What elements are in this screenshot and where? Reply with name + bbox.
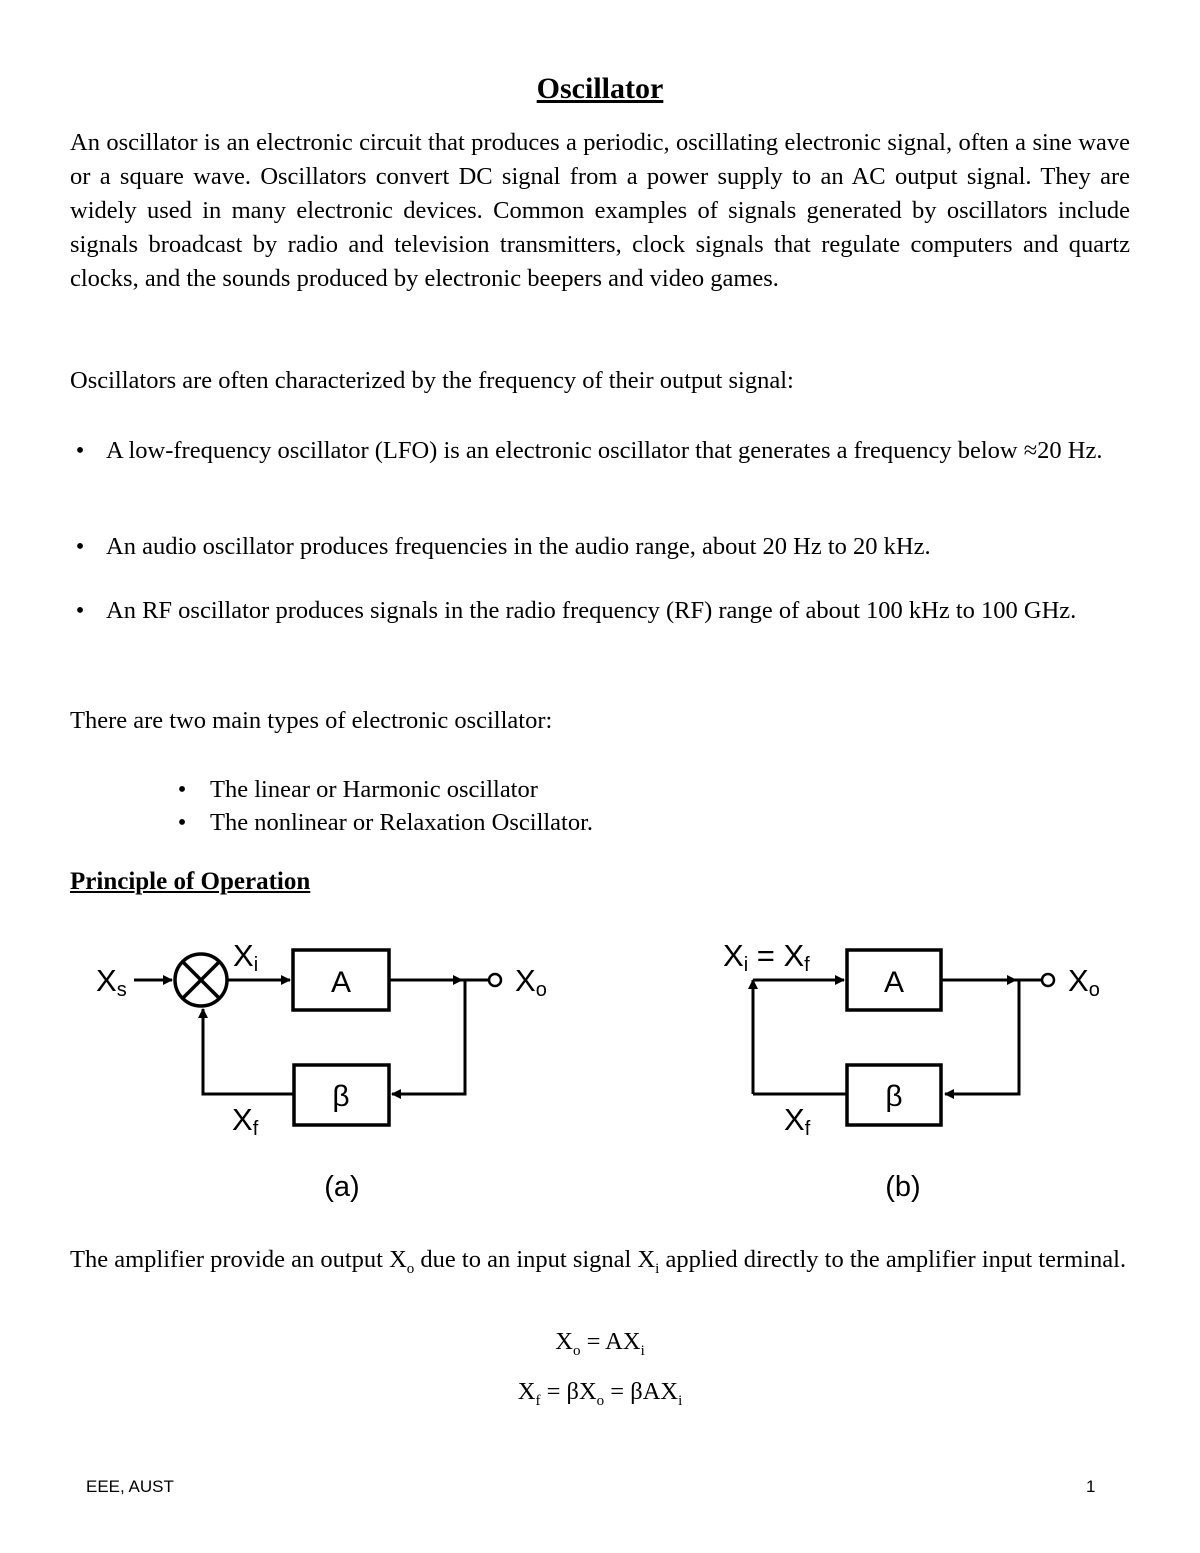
bullet-icon: • (75, 437, 85, 464)
xf-label: Xf (232, 1102, 259, 1140)
intro-paragraph: An oscillator is an electronic circuit that produces a periodic, oscillating electronic signal, often a sine wave or a square wave. Oscillators convert DC signal from a power supply to an AC output signal. They are widely used in many electronic devices. Common examples of signals generated by oscillators include signals broadcast by radio and television transmitters, clock signals that regulate computers and quartz clocks, and the sounds produced by electronic beepers and video games. (70, 129, 1130, 292)
feedback-path-right (945, 980, 1019, 1094)
list-item-text: The nonlinear or Relaxation Oscillator. (210, 809, 594, 836)
output-terminal-icon (1042, 974, 1054, 986)
bullet-icon: • (75, 533, 85, 560)
list-item-text: An audio oscillator produces frequencies in the audio range, about 20 Hz to 20 kHz. (106, 533, 931, 560)
types-intro: There are two main types of electronic oscillator: (70, 707, 553, 734)
output-label: Xo (515, 963, 547, 1001)
page-title: Oscillator (536, 72, 664, 105)
output-label: Xo (1068, 963, 1100, 1001)
bullet-icon: • (177, 809, 187, 836)
section-heading: Principle of Operation (70, 868, 311, 895)
amplifier-label: A (330, 966, 352, 999)
summing-junction-icon (175, 954, 227, 1006)
list-item-text: The linear or Harmonic oscillator (210, 776, 538, 803)
output-terminal-icon (489, 974, 501, 986)
feedback-diagram-b (600, 930, 1200, 1210)
equation-1: $X_o = AX_i$ (555, 1328, 645, 1359)
beta-label: β (332, 1080, 350, 1113)
xi-label: Xi (233, 938, 259, 976)
feedback-path-right (392, 980, 465, 1094)
frequency-intro: Oscillators are often characterized by the frequency of their output signal: (70, 367, 794, 394)
xf-label: Xf (784, 1102, 811, 1140)
feedback-diagram-a (0, 930, 600, 1210)
amplifier-label: A (883, 966, 905, 999)
amplifier-paragraph: The amplifier provide an output $X_o$ due to an input signal $X_i$ applied directly to the amplifier input terminal. (70, 1246, 1127, 1277)
bullet-icon: • (177, 776, 187, 803)
feedback-path-left (203, 1009, 294, 1094)
list-item-text: A low-frequency oscillator (LFO) is an electronic oscillator that generates a frequency below ≈20 Hz. (106, 437, 1103, 464)
footer-left: EEE, AUST (86, 1477, 174, 1496)
list-item-text: An RF oscillator produces signals in the radio frequency (RF) range of about 100 kHz to 100 GHz. (106, 597, 1077, 624)
page-number: 1 (1086, 1477, 1096, 1496)
equation-2: $X_f = \beta X_o = \beta AX_i$ (517, 1378, 683, 1409)
xi-equals-xf-label: Xi = Xf (723, 938, 810, 976)
caption-a: (a) (324, 1171, 360, 1203)
beta-label: β (885, 1080, 903, 1113)
caption-b: (b) (885, 1171, 921, 1203)
input-label: Xs (96, 963, 127, 1001)
bullet-icon: • (75, 597, 85, 624)
